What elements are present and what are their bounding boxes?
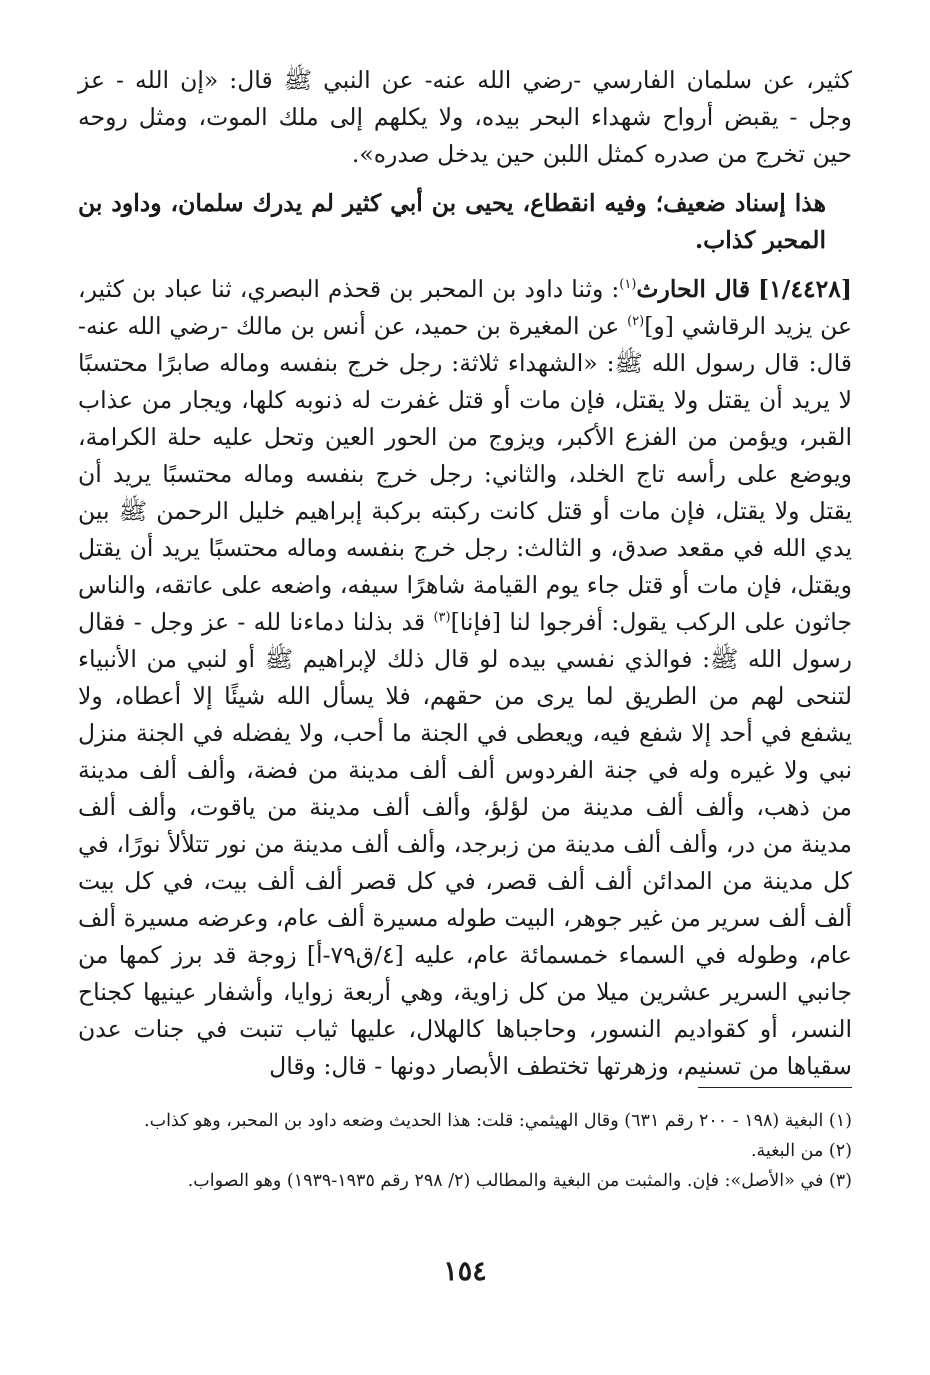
footnote-mark-2: (٢): [627, 314, 645, 330]
hadith-text-part-a: : وثنا داود بن المحبر بن قحذم البصري، ثنا عباد بن كثير، عن يزيد الرقاشي [و]: [78, 275, 852, 340]
footnote-mark-1: (١): [619, 277, 637, 293]
footnote-3: (٣) في «الأصل»: فإن. والمثبت من البغية والمطالب (٢/ ٢٩٨ رقم ١٩٣٥-١٩٣٩) وهو الصواب.: [187, 1171, 852, 1191]
paragraph-continuation: كثير، عن سلمان الفارسي -رضي الله عنه- عن النبي ﷺ قال: «إن الله - عز وجل - يقبض أرواح شهداء البحر بيده، ولا يكلهم إلى ملك الموت، ومثل روحه حين تخرج من صدره كمثل اللبن حين يدخل صدره».: [78, 66, 852, 168]
page-number: ١٥٤: [443, 1256, 487, 1287]
footnote-2: (٢) من البغية.: [750, 1141, 852, 1161]
hadith-text-part-c: قد بذلنا دماءنا لله - عز وجل - فقال رسول الله ﷺ: فوالذي نفسي بيده لو قال ذلك لإبراهيم ﷺ أو لنبي من الأنبياء لتنحى لهم من الطريق لما يرى من حقهم، فلا يسأل الله شيئًا إلا أعطاه، ولا يشفع في أحد إلا شفع فيه، ويعطى في الجنة ما أحب، ولا يفضله في الجنة منزل نبي ولا غيره وله في جنة الفردوس ألف ألف مدينة من فضة، وألف ألف مدينة من ذهب، وألف ألف مدينة من لؤلؤ، وألف ألف مدينة من ياقوت، وألف ألف مدينة من در، وألف ألف مدينة من زبرجد، وألف ألف مدينة من نور تتلألأ نورًا، في كل مدينة من المدائن ألف ألف قصر، في كل قصر ألف ألف بيت، في كل بيت ألف ألف سرير من غير جوهر، البيت طوله مسيرة ألف عام، وعرضه مسيرة ألف عام، وطوله في السماء خمسمائة عام، عليه [٤/ق٧٩-أ] زوجة قد برز كمها من جانبي السرير عشرين ميلا من كل زاوية، وهي أربعة زوايا، وأشفار عينيها كجناح النسر، أو كقواديم النسور، وحاجباها كالهلال، عليها ثياب تنبت في جنات عدن سقياها من تسنيم، وزهرتها تختطف الأبصار دونها - قال: وقال: [78, 608, 852, 1080]
hadith-intro: قال الحارث: [636, 275, 751, 303]
footnotes: [78, 1106, 852, 1196]
hadith-text-part-b: عن المغيرة بن حميد، عن أنس بن مالك -رضي الله عنه- قال: قال رسول الله ﷺ: «الشهداء ثلاثة: رجل خرج بنفسه وماله صابرًا محتسبًا لا يريد أن يقتل ولا يقتل، فإن مات أو قتل غفرت له ذنوبه كلها، ويجار من عذاب القبر، ويؤمن من الفزع الأكبر، ويزوج من الحور العين وتحل عليه حلة الكرامة، ويوضع على رأسه تاج الخلد، والثاني: رجل خرج بنفسه وماله محتسبًا يريد أن يقتل ولا يقتل، فإن مات أو قتل كانت ركبته بركبة إبراهيم خليل الرحمن ﷺ بين يدي الله في مقعد صدق، و الثالث: رجل خرج بنفسه وماله محتسبًا يريد أن يقتل ويقتل، فإن مات أو قتل جاء يوم القيامة شاهرًا سيفه، واضعه على عاتقه، والناس جاثون على الركب يقول: أفرجوا لنا [فإنا]: [78, 312, 852, 636]
footnote-mark-3: (٣): [433, 610, 451, 626]
main-text: [78, 62, 852, 1085]
footnote-1: (١) البغية (١٩٨ - ٢٠٠ رقم ٦٣١) وقال الهيثمي: قلت: هذا الحديث وضعه داود بن المحبر، وهو كذاب.: [144, 1111, 852, 1131]
hadith-paragraph: [78, 271, 852, 1085]
hadith-number: [١/٤٤٢٨]: [758, 275, 852, 303]
footnote-divider: [698, 1087, 852, 1088]
chain-comment: هذا إسناد ضعيف؛ وفيه انقطاع، يحيى بن أبي كثير لم يدرك سلمان، وداود بن المحبر كذاب.: [78, 189, 826, 254]
